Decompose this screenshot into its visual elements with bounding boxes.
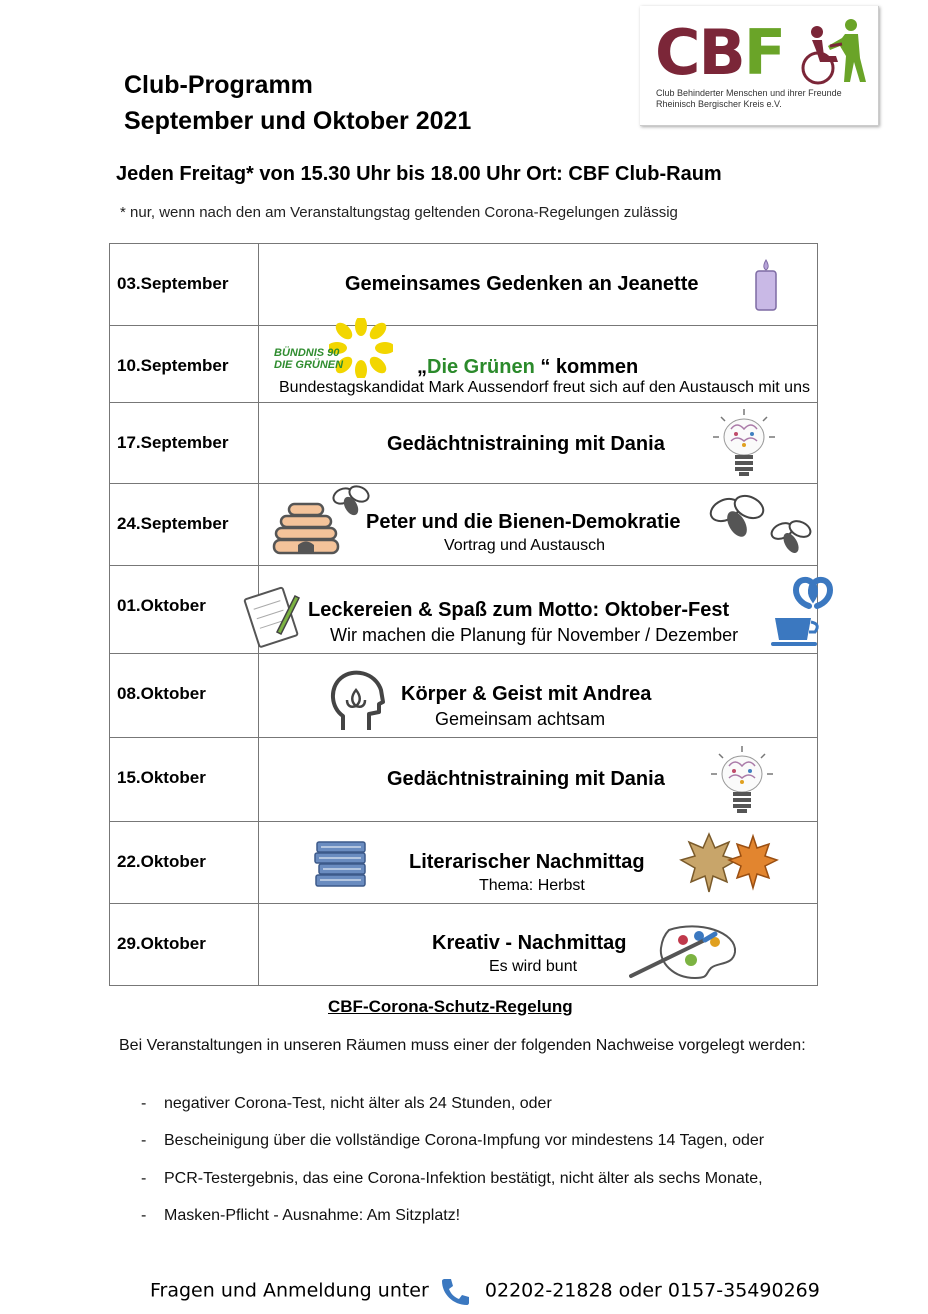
pretzel-cup-icon	[767, 570, 847, 650]
event-date: 15.Oktober	[110, 738, 259, 822]
event-date: 24.September	[110, 484, 259, 566]
page-title-line1: Club-Programm	[124, 71, 313, 99]
rule-text: negativer Corona-Test, nicht älter als 24 Stunden, oder	[164, 1095, 552, 1112]
event-cell	[259, 738, 818, 822]
event-date: 22.Oktober	[110, 822, 259, 904]
event-subtitle: Thema: Herbst	[479, 877, 585, 894]
logo-subtitle-line2: Rheinisch Bergischer Kreis e.V.	[656, 99, 782, 109]
event-cell	[259, 822, 818, 904]
table-row	[110, 822, 818, 904]
party-logo-line2: DIE GRÜNEN	[274, 359, 344, 371]
event-subtitle: Es wird bunt	[489, 958, 578, 975]
autumn-leaves-icon	[675, 830, 779, 896]
event-title: Gedächtnistraining mit Dania	[387, 768, 665, 790]
rule-item	[141, 1170, 763, 1188]
rule-text: Bescheinigung über die vollständige Corona-Impfung vor mindestens 14 Tagen, oder	[164, 1132, 765, 1149]
event-cell	[259, 244, 818, 326]
program-table	[109, 243, 818, 986]
cbf-logo	[640, 6, 879, 126]
title-suffix: “ kommen	[534, 356, 639, 378]
brain-bulb-icon	[711, 407, 777, 477]
event-subtitle: Gemeinsam achtsam	[435, 709, 606, 729]
contact-numbers: 02202-21828 oder 0157-35490269	[484, 1279, 820, 1302]
event-date: 08.Oktober	[110, 654, 259, 738]
event-date: 01.Oktober	[110, 566, 259, 654]
logo-letters	[655, 16, 785, 89]
event-title: Literarischer Nachmittag	[409, 851, 645, 873]
event-cell	[259, 326, 818, 403]
event-title: Leckereien & Spaß zum Motto: Oktober-Fest	[308, 599, 730, 621]
table-row	[110, 326, 818, 403]
table-row	[110, 244, 818, 326]
event-date: 29.Oktober	[110, 904, 259, 986]
rule-bullet: -	[141, 1170, 147, 1187]
table-row	[110, 904, 818, 986]
event-cell	[259, 484, 818, 566]
mind-head-icon	[325, 668, 387, 734]
event-title	[417, 356, 638, 379]
table-row	[110, 484, 818, 566]
logo-subtitle	[656, 88, 842, 110]
schedule-heading: Jeden Freitag* von 15.30 Uhr bis 18.00 Uhr Ort: CBF Club-Raum	[116, 163, 722, 185]
books-icon	[313, 838, 369, 890]
rule-text: Masken-Pflicht - Ausnahme: Am Sitzplatz!	[164, 1207, 461, 1224]
rule-item	[141, 1207, 460, 1225]
paint-palette-icon	[629, 922, 741, 980]
table-row	[110, 403, 818, 484]
title-green-word: Die Grünen	[427, 356, 535, 378]
rule-bullet: -	[141, 1132, 147, 1149]
phone-icon	[439, 1276, 471, 1306]
event-date: 10.September	[110, 326, 259, 403]
title-prefix: „	[417, 356, 427, 378]
event-date: 03.September	[110, 244, 259, 326]
candle-icon	[753, 258, 779, 312]
logo-subtitle-line1: Club Behinderter Menschen und ihrer Freunde	[656, 88, 842, 98]
event-date: 17.September	[110, 403, 259, 484]
event-cell	[259, 566, 818, 654]
party-logo-line1: BÜNDNIS 90	[274, 347, 340, 359]
rule-item	[141, 1132, 764, 1150]
rule-item	[141, 1095, 552, 1113]
brain-bulb-icon	[709, 744, 775, 814]
contact-label: Fragen und Anmeldung unter	[150, 1279, 429, 1302]
wheelchair-helper-icon	[790, 16, 870, 86]
event-subtitle: Wir machen die Planung für November / Dezember	[330, 625, 739, 645]
page-title-line2: September und Oktober 2021	[124, 107, 472, 135]
rule-bullet: -	[141, 1207, 147, 1224]
corona-note: * nur, wenn nach den am Veranstaltungstag geltenden Corona-Regelungen zulässig	[120, 204, 678, 221]
event-title: Gemeinsames Gedenken an Jeanette	[345, 273, 699, 295]
event-cell	[259, 654, 818, 738]
event-title: Gedächtnistraining mit Dania	[387, 433, 665, 455]
event-cell	[259, 904, 818, 986]
logo-letter-f: F	[743, 16, 785, 89]
bee-icon-small	[769, 518, 815, 558]
logo-letter-b: B	[698, 16, 744, 89]
event-subtitle: Vortrag und Austausch	[444, 537, 605, 554]
rule-text: PCR-Testergebnis, das eine Corona-Infektion bestätigt, nicht älter als sechs Monate,	[164, 1170, 763, 1187]
event-subtitle: Bundestagskandidat Mark Aussendorf freut sich auf den Austausch mit uns	[279, 379, 810, 396]
event-title: Körper & Geist mit Andrea	[401, 683, 652, 705]
rules-intro: Bei Veranstaltungen in unseren Räumen muss einer der folgenden Nachweise vorgelegt werden:	[119, 1037, 806, 1054]
rule-bullet: -	[141, 1095, 147, 1112]
notepad-pen-icon	[241, 584, 303, 650]
event-title: Peter und die Bienen-Demokratie	[366, 511, 681, 533]
contact-line	[150, 1276, 820, 1306]
table-row	[110, 654, 818, 738]
event-title: Kreativ - Nachmittag	[432, 932, 627, 954]
table-row	[110, 566, 818, 654]
table-row	[110, 738, 818, 822]
bee-icon-large	[707, 492, 769, 542]
party-logo-text	[274, 347, 343, 371]
rules-title: CBF-Corona-Schutz-Regelung	[328, 997, 573, 1016]
logo-letter-c: C	[655, 16, 699, 89]
event-cell	[259, 403, 818, 484]
